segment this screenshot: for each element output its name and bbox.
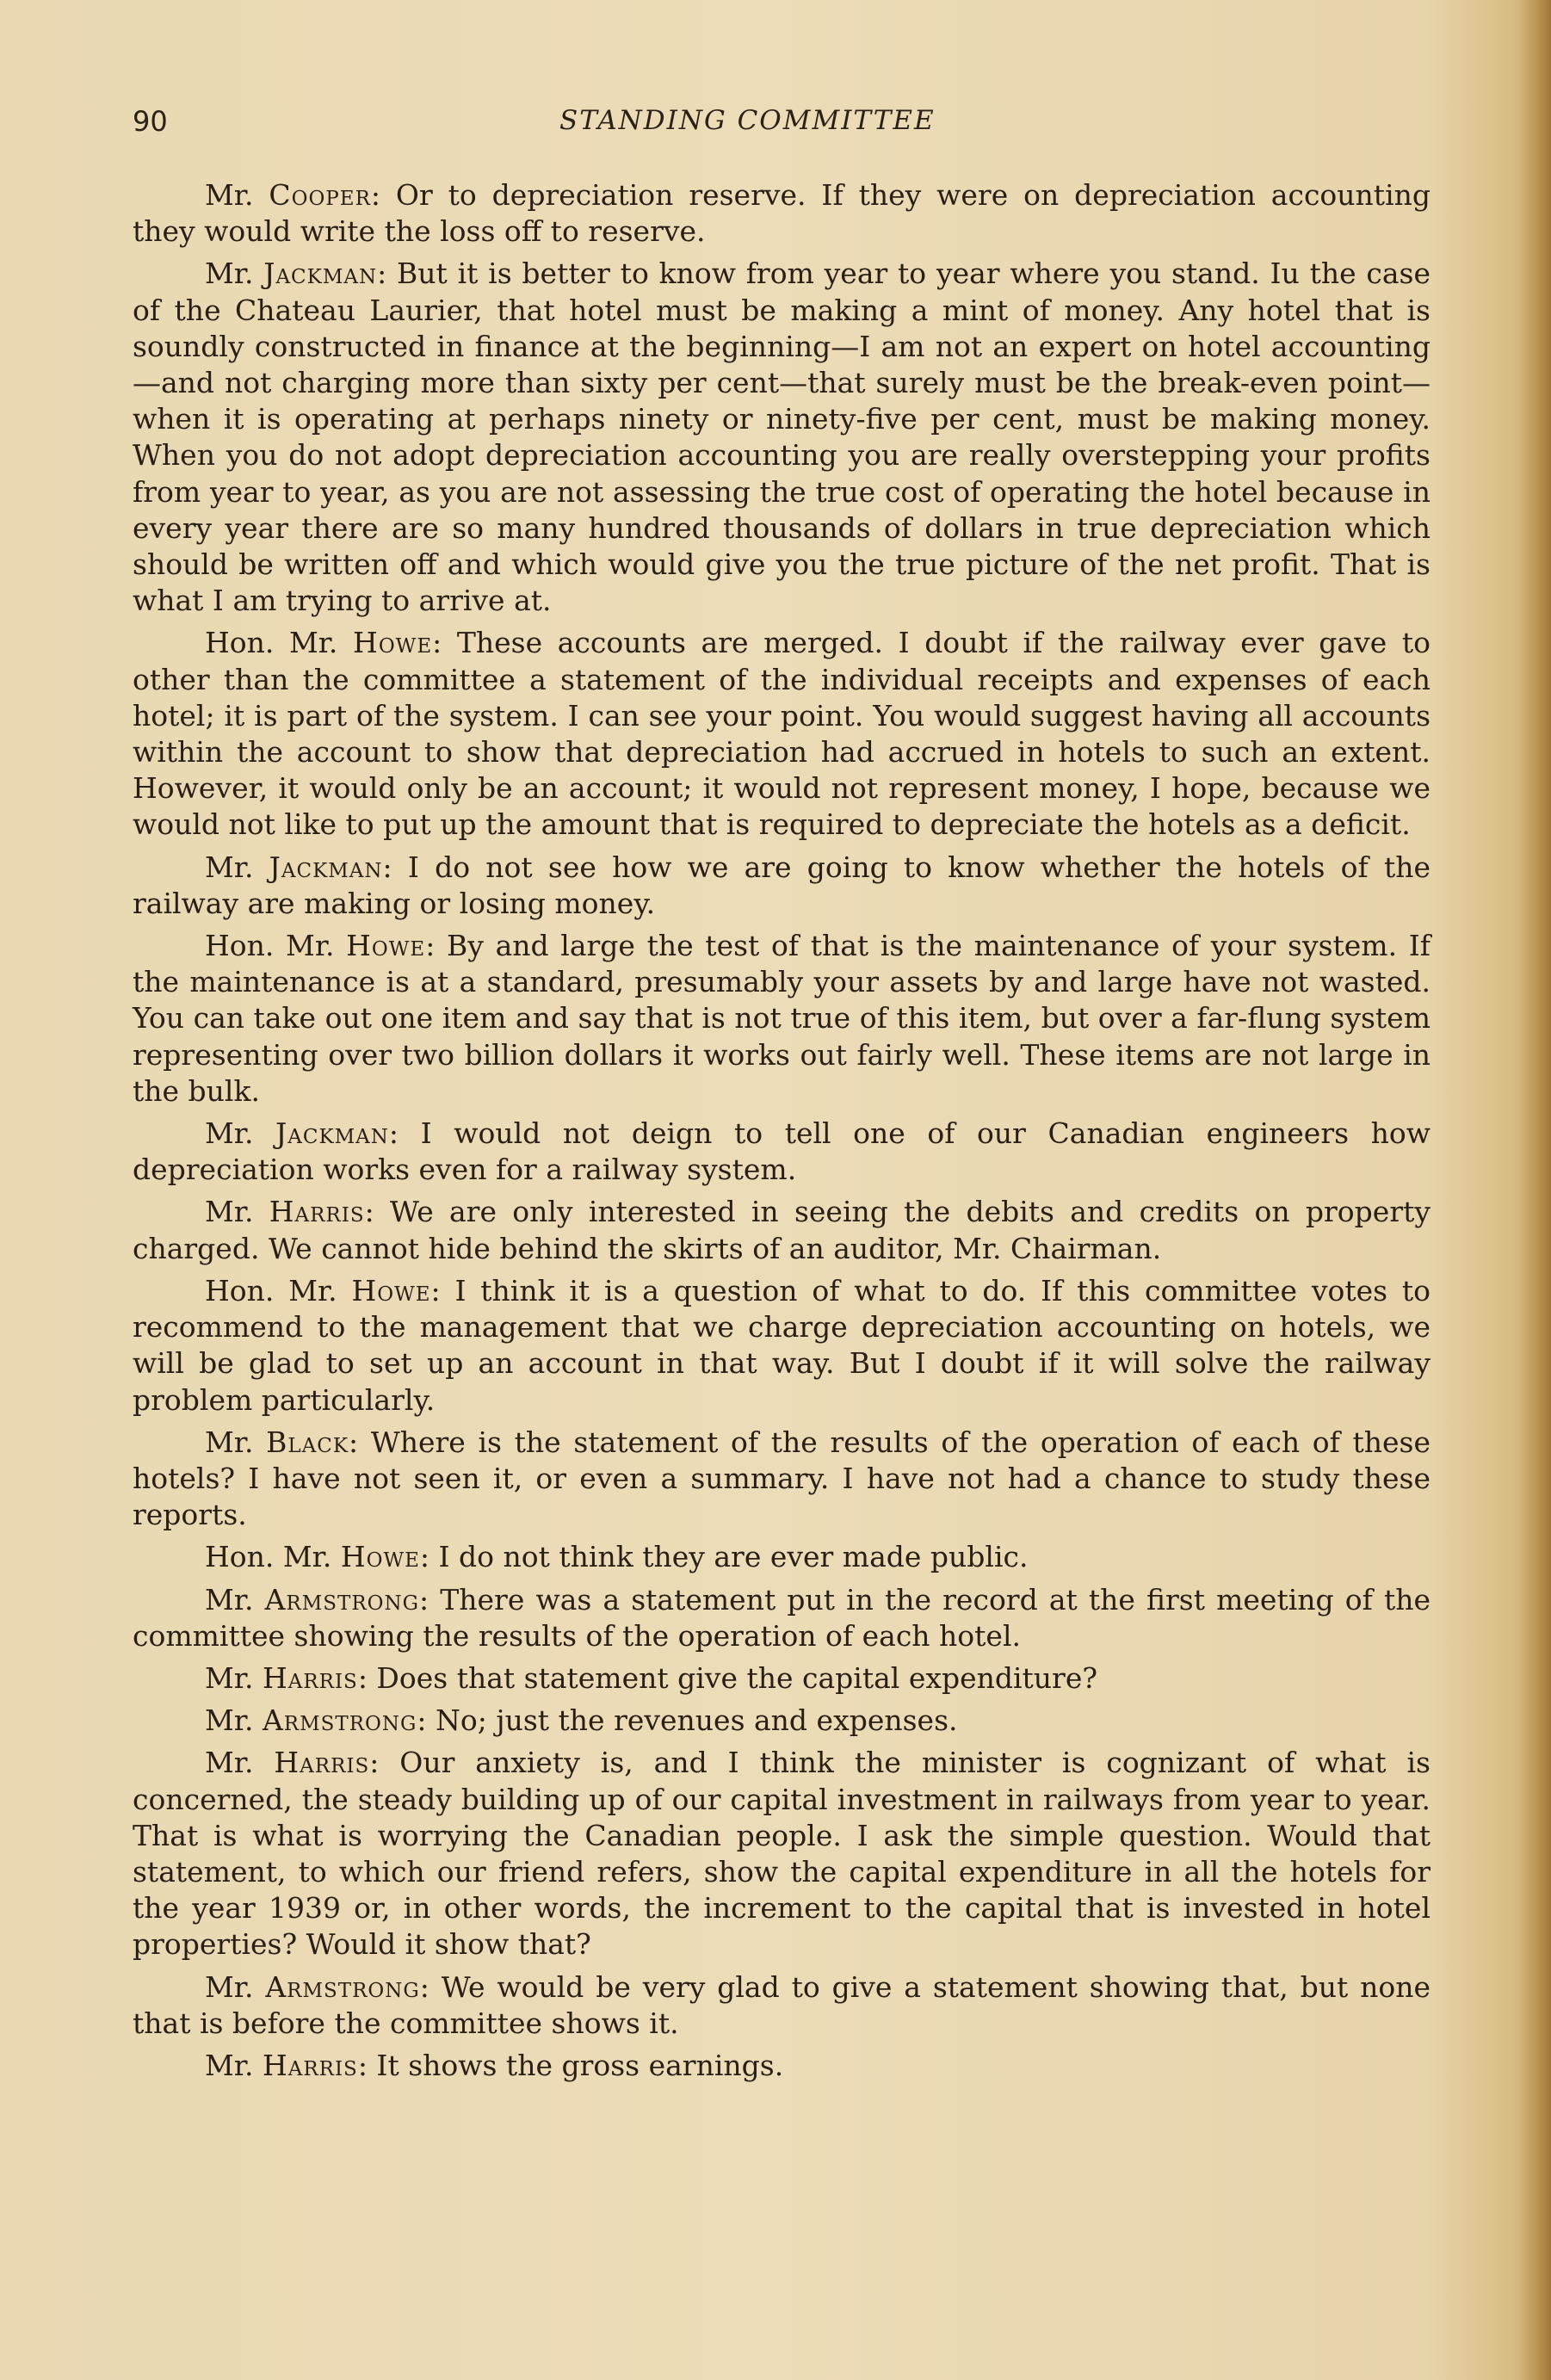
speaker-name: Armstrong <box>262 1703 417 1738</box>
speaker-name: Howe <box>351 1273 431 1307</box>
speaker-prefix: Mr. <box>205 178 254 212</box>
speaker-name: Harris <box>262 2048 358 2082</box>
speaker-prefix: Mr. <box>205 1746 254 1780</box>
speaker-prefix: Mr. <box>205 1703 254 1738</box>
paragraph-text: We would be very glad to give a statement showing that, but none that is before the committee shows it. <box>133 1969 1431 2040</box>
paragraph-text: Where is the statement of the results of the operation of each of these hotels? I have not seen it, or even a summary. I have not had a chance to study these reports. <box>133 1425 1431 1532</box>
paragraph-text: No; just the revenues and expenses. <box>436 1703 958 1738</box>
paragraph: Mr. Armstrong: No; just the revenues and expenses. <box>205 1703 958 1738</box>
speaker-name: Cooper <box>269 178 371 212</box>
paragraph-text: Or to depreciation reserve. If they were on depreciation accounting they would write the loss off to reserve. <box>133 178 1431 249</box>
speaker-name: Howe <box>353 626 433 660</box>
paragraph: Mr. Jackman: I do not see how we are going to know whether the hotels of the railway are making or losing money. <box>133 850 1431 920</box>
speaker-prefix: Mr. <box>205 2048 254 2082</box>
paragraph: Mr. Cooper: Or to depreciation reserve. If they were on depreciation accounting they would write the loss off to reserve. <box>133 178 1431 249</box>
paragraph-text: It shows the gross earnings. <box>376 2048 784 2082</box>
paragraph-text: Does that statement give the capital expenditure? <box>376 1660 1098 1695</box>
speaker-prefix: Mr. <box>205 257 254 291</box>
speaker-prefix: Hon. Mr. <box>205 1273 337 1307</box>
paragraph-text: Our anxiety is, and I think the minister is cognizant of what is concerned, the steady building up of our capital investment in railways from year to year. That is what is worrying the Canadian people. I ask the simple question. Would that statement, to which our friend refers, show the capital expenditure in all the hotels for the year 1939 or, in other words, the increment to the capital that is invested in hotel properties? Would it show that? <box>133 1746 1431 1962</box>
page-header <box>0 105 1551 148</box>
transcript-body <box>133 177 1431 2090</box>
paragraph: Mr. Harris: Our anxiety is, and I think the minister is cognizant of what is concerned, the steady building up of our capital investment in railways from year to year. That is what is worrying the Canadian people. I ask the simple question. Would that statement, to which our friend refers, show the capital expenditure in all the hotels for the year 1939 or, in other words, the increment to the capital that is invested in hotel properties? Would it show that? <box>133 1746 1431 1962</box>
speaker-prefix: Mr. <box>205 1116 254 1151</box>
paragraph: Mr. Armstrong: There was a statement put in the record at the first meeting of the committee showing the results of the operation of each hotel. <box>133 1582 1431 1653</box>
speaker-prefix: Mr. <box>205 850 254 884</box>
paragraph-text: But it is better to know from year to year where you stand. Iu the case of the Chateau Laurier, that hotel must be making a mint of money. Any hotel that is soundly constructed in finance at the beginning—I am not an expert on hotel accounting—and not charging more than sixty per cent—that surely must be the break-even point—when it is operating at perhaps ninety or ninety-five per cent, must be making money. When you do not adopt depreciation accounting you are really overstepping your profits from year to year, as you are not assessing the true cost of operating the hotel because in every year there are so many hundred thousands of dollars in true depreciation which should be written off and which would give you the true picture of the net profit. That is what I am trying to arrive at. <box>133 257 1431 618</box>
page-number: 90 <box>133 105 168 138</box>
paragraph: Hon. Mr. Howe: I do not think they are ever made public. <box>205 1540 1029 1574</box>
paragraph: Mr. Jackman: But it is better to know from year to year where you stand. Iu the case of the Chateau Laurier, that hotel must be making a mint of money. Any hotel that is soundly constructed in finance at the beginning—I am not an expert on hotel accounting—and not charging more than sixty per cent—that surely must be the break-even point—when it is operating at perhaps ninety or ninety-five per cent, must be making money. When you do not adopt depreciation accounting you are really overstepping your profits from year to year, as you are not assessing the true cost of operating the hotel because in every year there are so many hundred thousands of dollars in true depreciation which should be written off and which would give you the true picture of the net profit. That is what I am trying to arrive at. <box>133 257 1431 618</box>
speaker-name: Howe <box>340 1540 420 1574</box>
speaker-name: Howe <box>346 929 426 963</box>
paragraph: Mr. Armstrong: We would be very glad to give a statement showing that, but none that is before the committee shows it. <box>133 1969 1431 2040</box>
speaker-prefix: Mr. <box>205 1660 254 1695</box>
speaker-prefix: Hon. Mr. <box>205 626 338 660</box>
speaker-prefix: Mr. <box>205 1425 254 1459</box>
paragraph-text: These accounts are merged. I doubt if the railway ever gave to other than the committee a statement of the individual receipts and expenses of each hotel; it is part of the system. I can see your point. You would suggest having all accounts within the account to show that depreciation had accrued in hotels to such an extent. However, it would only be an account; it would not represent money, I hope, because we would not like to put up the amount that is required to depreciate the hotels as a deficit. <box>133 626 1431 842</box>
speaker-name: Jackman <box>275 1116 389 1151</box>
speaker-name: Harris <box>269 1195 365 1229</box>
paragraph: Mr. Harris: Does that statement give the capital expenditure? <box>205 1660 1098 1695</box>
paragraph: Mr. Harris: It shows the gross earnings. <box>205 2048 784 2082</box>
paragraph-text: There was a statement put in the record at the first meeting of the committee showing the results of the operation of each hotel. <box>133 1582 1431 1653</box>
speaker-prefix: Mr. <box>205 1969 254 2004</box>
speaker-name: Harris <box>262 1660 358 1695</box>
running-head: STANDING COMMITTEE <box>559 105 936 136</box>
paragraph: Hon. Mr. Howe: I think it is a question of what to do. If this committee votes to recommend to the management that we charge depreciation accounting on hotels, we will be glad to set up an account in that way. But I doubt if it will solve the railway problem particularly. <box>133 1273 1431 1417</box>
speaker-name: Jackman <box>263 257 378 291</box>
paragraph-text: I do not think they are ever made public. <box>438 1540 1029 1574</box>
paragraph-text: By and large the test of that is the maintenance of your system. If the maintenance is at a standard, presumably your assets by and large have not wasted. You can take out one item and say that is not true of this item, but over a far-flung system representing over two billion dollars it works out fairly well. These items are not large in the bulk. <box>133 929 1431 1108</box>
paragraph: Mr. Jackman: I would not deign to tell one of our Canadian engineers how depreciation works even for a railway system. <box>133 1116 1431 1187</box>
speaker-prefix: Hon. Mr. <box>205 1540 332 1574</box>
paragraph-text: I do not see how we are going to know whether the hotels of the railway are making or losing money. <box>133 850 1431 920</box>
speaker-name: Harris <box>274 1746 370 1780</box>
paragraph: Hon. Mr. Howe: These accounts are merged. I doubt if the railway ever gave to other than the committee a statement of the individual receipts and expenses of each hotel; it is part of the system. I can see your point. You would suggest having all accounts within the account to show that depreciation had accrued in hotels to such an extent. However, it would only be an account; it would not represent money, I hope, because we would not like to put up the amount that is required to depreciate the hotels as a deficit. <box>133 626 1431 842</box>
speaker-prefix: Mr. <box>205 1195 254 1229</box>
paragraph: Hon. Mr. Howe: By and large the test of that is the maintenance of your system. If the maintenance is at a standard, presumably your assets by and large have not wasted. You can take out one item and say that is not true of this item, but over a far-flung system representing over two billion dollars it works out fairly well. These items are not large in the bulk. <box>133 929 1431 1108</box>
paragraph-text: I think it is a question of what to do. If this committee votes to recommend to the management that we charge depreciation accounting on hotels, we will be glad to set up an account in that way. But I doubt if it will solve the railway problem particularly. <box>133 1273 1431 1417</box>
paragraph-text: We are only interested in seeing the debits and credits on property charged. We cannot hide behind the skirts of an auditor, Mr. Chairman. <box>133 1195 1431 1265</box>
paragraph: Mr. Black: Where is the statement of the results of the operation of each of these hotels? I have not seen it, or even a summary. I have not had a chance to study these reports. <box>133 1425 1431 1532</box>
speaker-prefix: Mr. <box>205 1582 254 1617</box>
speaker-name: Armstrong <box>264 1582 420 1617</box>
speaker-name: Black <box>266 1425 349 1459</box>
paragraph-text: I would not deign to tell one of our Canadian engineers how depreciation works even for a railway system. <box>133 1116 1431 1187</box>
speaker-name: Armstrong <box>265 1969 420 2004</box>
page-edge-shadow <box>1518 0 1551 2380</box>
speaker-prefix: Hon. Mr. <box>205 929 335 963</box>
speaker-name: Jackman <box>269 850 383 884</box>
paragraph: Mr. Harris: We are only interested in seeing the debits and credits on property charged. We cannot hide behind the skirts of an auditor, Mr. Chairman. <box>133 1195 1431 1265</box>
